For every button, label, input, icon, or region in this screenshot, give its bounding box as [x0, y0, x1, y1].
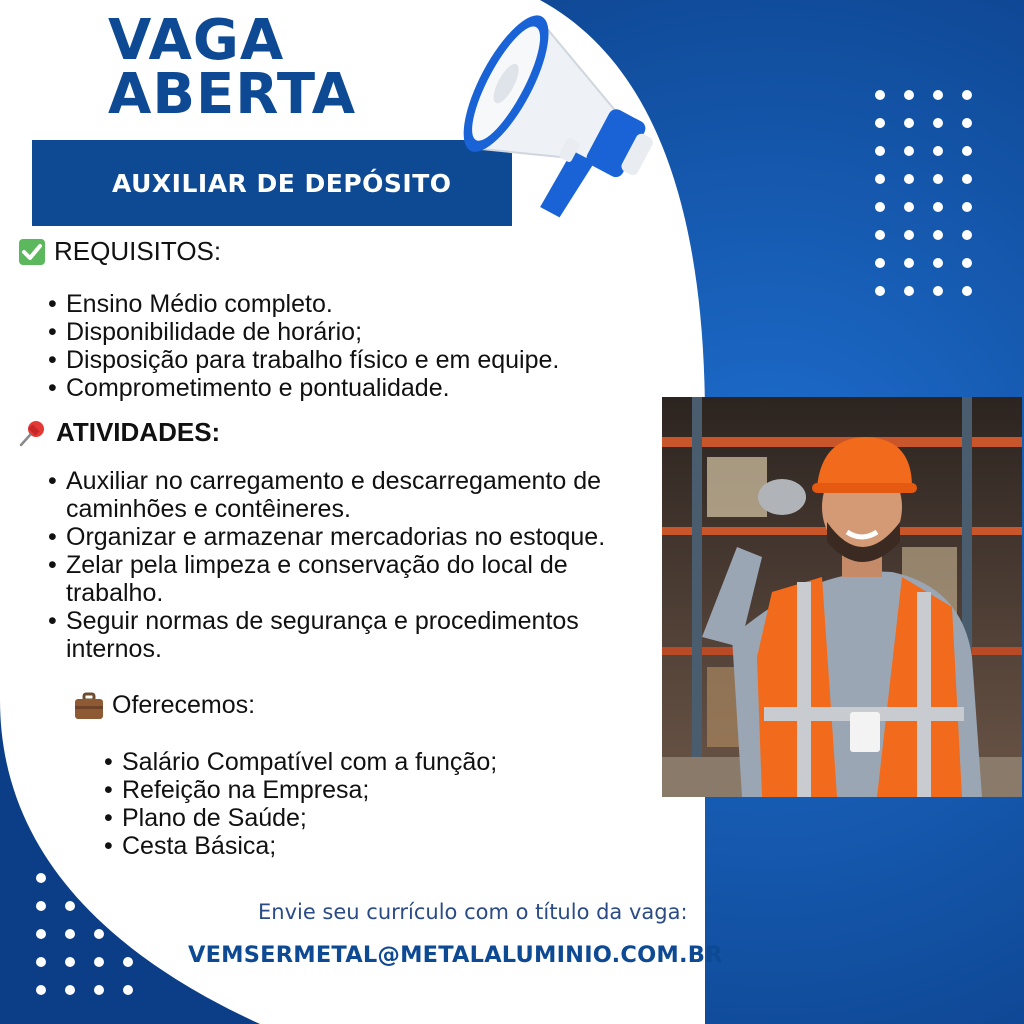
pushpin-icon: [18, 418, 48, 448]
activities-heading: [18, 417, 220, 448]
requirements-heading: [18, 236, 221, 267]
list-item: • Cesta Básica;: [102, 832, 622, 860]
check-box-icon: [18, 238, 46, 266]
activities-list: [46, 467, 626, 663]
list-item: • Plano de Saúde;: [102, 804, 622, 832]
list-item: • Disposição para trabalho físico e em equipe.: [46, 346, 646, 374]
list-item: • Organizar e armazenar mercadorias no estoque.: [46, 523, 626, 551]
position-title: AUXILIAR DE DEPÓSITO: [112, 168, 452, 198]
dot-grid-bottom-left: [36, 873, 133, 995]
page-title: [108, 8, 357, 127]
megaphone-icon: [440, 0, 690, 250]
dot-grid-top-right: [875, 90, 972, 296]
benefits-title: Oferecemos:: [112, 691, 256, 719]
list-item: • Salário Compatível com a função;: [102, 748, 622, 776]
contact-instructions: Envie seu currículo com o título da vaga:: [258, 900, 688, 924]
list-item: • Zelar pela limpeza e conservação do local de trabalho.: [46, 551, 626, 607]
requirements-title: REQUISITOS:: [54, 236, 222, 266]
benefits-heading: [74, 691, 255, 720]
list-item: • Ensino Médio completo.: [46, 290, 646, 318]
activities-title: ATIVIDADES:: [56, 417, 221, 447]
contact-email-link[interactable]: VEMSERMETAL@METALALUMINIO.COM.BR: [188, 942, 723, 968]
list-item: • Seguir normas de segurança e procedimentos internos.: [46, 607, 626, 663]
briefcase-icon: [74, 692, 104, 720]
benefits-list: [102, 748, 622, 860]
list-item: • Auxiliar no carregamento e descarregamento de caminhões e contêineres.: [46, 467, 626, 523]
list-item: • Refeição na Empresa;: [102, 776, 622, 804]
title-line-2: ABERTA: [108, 62, 357, 127]
list-item: • Comprometimento e pontualidade.: [46, 374, 646, 402]
worker-photo: [662, 397, 1022, 797]
requirements-list: [46, 290, 646, 402]
list-item: • Disponibilidade de horário;: [46, 318, 646, 346]
title-line-1: VAGA: [108, 8, 285, 73]
